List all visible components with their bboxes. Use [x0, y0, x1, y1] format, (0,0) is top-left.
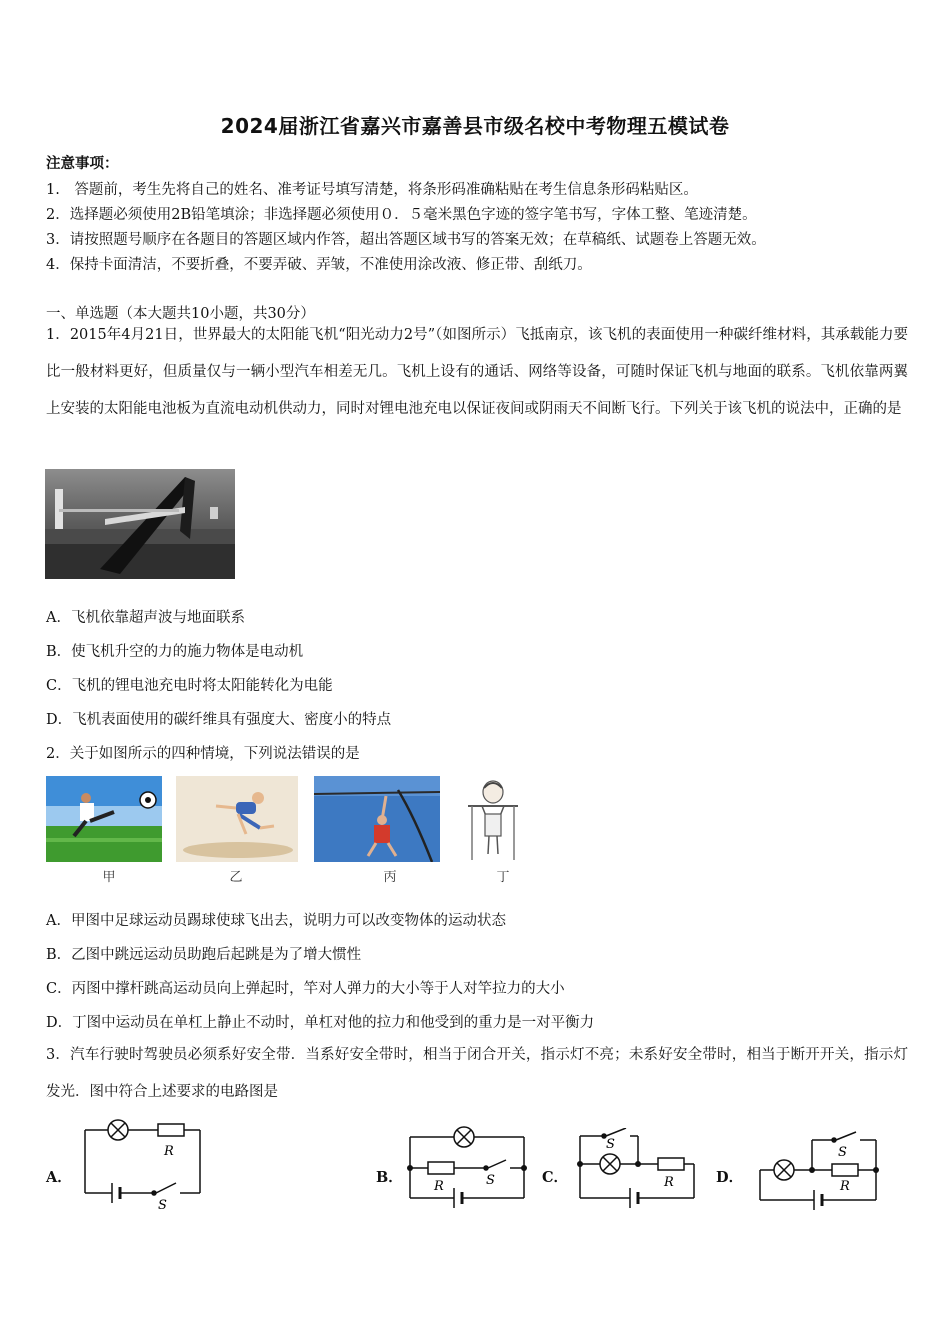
circuit-d-label: D．: [716, 1169, 744, 1186]
notice-item: 4．保持卡面清洁，不要折叠，不要弄破、弄皱，不准使用涂改液、修正带、刮纸刀。: [46, 257, 592, 273]
circuit-d-switch-label: S: [838, 1145, 847, 1160]
pole-vault-photo: [314, 776, 440, 862]
notice-item: 3．请按照题号顺序在各题目的答题区域内作答，超出答题区域书写的答案无效；在草稿纸、试题卷上答题无效。: [46, 232, 766, 248]
circuit-a-diagram: [80, 1115, 210, 1210]
question-2-text: 2．关于如图所示的四种情境，下列说法错误的是: [46, 746, 360, 762]
q1-option-a: A．飞机依靠超声波与地面联系: [46, 610, 245, 626]
long-jump-drawing: [176, 776, 298, 862]
q2-option-a: A．甲图中足球运动员踢球使球飞出去，说明力可以改变物体的运动状态: [46, 913, 506, 929]
q1-option-c: C．飞机的锂电池充电时将太阳能转化为电能: [46, 678, 333, 694]
circuit-c-diagram: [572, 1128, 702, 1213]
figure-caption-jia: 甲: [102, 870, 116, 885]
q2-option-c: C．丙图中撑杆跳高运动员向上弹起时，竿对人弹力的大小等于人对竿拉力的大小: [46, 981, 565, 997]
question-3-text: 3．汽车行驶时驾驶员必须系好安全带．当系好安全带时，相当于闭合开关，指示灯不亮；未系好安全带时，相当于断开开关，指示灯发光．图中符合上述要求的电路图是: [46, 1047, 908, 1100]
q2-option-d: D．丁图中运动员在单杠上静止不动时，单杠对他的拉力和他受到的重力是一对平衡力: [46, 1015, 595, 1031]
question-1-text: 1．2015年4月21日，世界最大的太阳能飞机“阳光动力2号”（如图所示）飞抵南京，该飞机的表面使用一种碳纤维材料，其承载能力要比一般材料更好，但质量仅与一辆小型汽车相差无几。飞机上设有的通话、网络等设备，可随时保证飞机与地面的联系。飞机依靠两翼上安装的太阳能电池板为直流电动机供动力，同时对锂电池充电以保证夜间或阴雨天不间断飞行。下列关于该飞机的说法中，正确的是: [46, 327, 908, 417]
circuit-d-resistor-label: R: [840, 1179, 850, 1194]
solar-plane-photo: [45, 469, 235, 579]
circuit-c-switch-label: S: [606, 1137, 615, 1152]
circuit-d-diagram: [756, 1124, 886, 1214]
circuit-a-switch-label: S: [158, 1198, 167, 1210]
figure-caption-ding: 丁: [496, 870, 510, 885]
figure-caption-yi: 乙: [229, 870, 243, 885]
notice-item: 1. 答题前，考生先将自己的姓名、准考证号填写清楚，将条形码准确粘贴在考生信息条形码粘贴区。: [46, 182, 698, 198]
circuit-b-diagram: [402, 1122, 532, 1212]
figure-caption-bing: 丙: [383, 870, 397, 885]
circuit-b-label: B．: [376, 1169, 403, 1186]
q1-option-d: D．飞机表面使用的碳纤维具有强度大、密度小的特点: [46, 712, 392, 728]
circuit-c-resistor-label: R: [664, 1175, 674, 1190]
q2-option-b: B．乙图中跳远运动员助跑后起跳是为了增大惯性: [46, 947, 362, 963]
section-heading: 一、单选题（本大题共10小题，共30分）: [46, 306, 315, 322]
circuit-a-label: A．: [46, 1169, 72, 1186]
circuit-b-resistor-label: R: [434, 1179, 444, 1194]
circuit-c-label: C．: [542, 1169, 569, 1186]
notice-item: 2．选择题必须使用2B铅笔填涂；非选择题必须使用０．５毫米黑色字迹的签字笔书写，字体工整、笔迹清楚。: [46, 207, 757, 223]
circuit-b-switch-label: S: [486, 1173, 495, 1188]
horizontal-bar-drawing: [460, 776, 526, 862]
q1-option-b: B．使飞机升空的力的施力物体是电动机: [46, 644, 304, 660]
football-player-photo: [46, 776, 162, 862]
circuit-a-resistor-label: R: [164, 1144, 174, 1159]
page-title: 2024届浙江省嘉兴市嘉善县市级名校中考物理五模试卷: [220, 114, 730, 138]
notice-heading: 注意事项：: [46, 155, 119, 172]
